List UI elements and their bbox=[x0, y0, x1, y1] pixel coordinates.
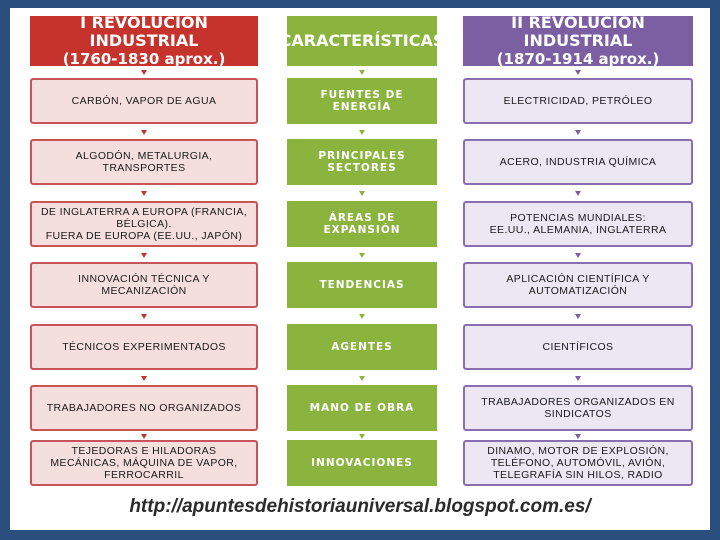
left-row-7-text: MECÁNICAS, MÁQUINA DE VAPOR, bbox=[50, 456, 238, 469]
characteristic-label: TENDENCIAS bbox=[319, 278, 405, 291]
right-row-7-text: TELEGRAFÍA SIN HILOS, RADIO bbox=[493, 469, 663, 482]
flow-arrow bbox=[575, 191, 581, 196]
right-row-1-text: ELECTRICIDAD, PETRÓLEO bbox=[503, 94, 653, 107]
right-row-5 bbox=[463, 324, 693, 370]
right-row-2-text: ACERO, INDUSTRIA QUÍMICA bbox=[499, 155, 657, 168]
left-row-1-text: CARBÓN, VAPOR DE AGUA bbox=[71, 94, 217, 107]
flow-arrow bbox=[141, 434, 147, 439]
right-row-6 bbox=[463, 385, 693, 431]
characteristic-4 bbox=[287, 262, 437, 308]
characteristic-6 bbox=[287, 385, 437, 431]
left-row-7-text: FERROCARRIL bbox=[104, 469, 184, 482]
right-row-7-text: DINAMO, MOTOR DE EXPLOSIÓN, bbox=[487, 444, 669, 457]
right-row-2 bbox=[463, 139, 693, 185]
flow-arrow bbox=[141, 130, 147, 135]
right-row-6-text: TRABAJADORES ORGANIZADOS EN bbox=[481, 395, 675, 408]
left-row-3-text: BÉLGICA). bbox=[116, 217, 172, 230]
right-row-3 bbox=[463, 201, 693, 247]
source-url: http://apuntesdehistoriauniversal.blogspot.com.es/ bbox=[129, 496, 591, 517]
left-row-2 bbox=[30, 139, 258, 185]
characteristic-label: AGENTES bbox=[331, 340, 393, 353]
flow-arrow bbox=[575, 314, 581, 319]
characteristic-7 bbox=[287, 440, 437, 486]
left-row-2-text: TRANSPORTES bbox=[102, 162, 186, 174]
flow-arrow bbox=[141, 314, 147, 319]
flow-arrow bbox=[359, 434, 365, 439]
flow-arrow bbox=[575, 70, 581, 75]
diagram-frame bbox=[10, 8, 710, 530]
second-revolution-period: (1870-1914 aprox.) bbox=[496, 49, 660, 68]
right-row-3-text: EE.UU., ALEMANIA, INGLATERRA bbox=[489, 224, 667, 236]
left-row-1 bbox=[30, 78, 258, 124]
left-row-5-text: TÉCNICOS EXPERIMENTADOS bbox=[62, 340, 226, 353]
second-revolution-header bbox=[463, 12, 693, 68]
flow-arrow bbox=[141, 253, 147, 258]
left-row-5 bbox=[30, 324, 258, 370]
first-revolution-title: I REVOLUCIÓN INDUSTRIAL bbox=[80, 12, 208, 51]
flow-arrow bbox=[575, 434, 581, 439]
left-row-3-text: FUERA DE EUROPA (EE.UU., JAPÓN) bbox=[45, 230, 243, 243]
left-row-4-text: MECANIZACIÓN bbox=[101, 285, 187, 297]
characteristic-label: INNOVACIONES bbox=[311, 456, 413, 469]
right-row-1 bbox=[463, 78, 693, 124]
characteristic-1 bbox=[287, 78, 437, 124]
flow-arrow bbox=[141, 70, 147, 75]
characteristic-label: ÁREAS DE EXPANSIÓN bbox=[323, 211, 401, 236]
flow-arrow bbox=[575, 376, 581, 381]
right-row-4-text: AUTOMATIZACIÓN bbox=[528, 285, 628, 297]
left-row-6-text: TRABAJADORES NO ORGANIZADOS bbox=[46, 401, 242, 414]
characteristic-2 bbox=[287, 139, 437, 185]
flow-arrow bbox=[359, 130, 365, 135]
characteristic-label: FUENTES DE ENERGÍA bbox=[320, 88, 404, 113]
characteristic-5 bbox=[287, 324, 437, 370]
characteristics-title: CARACTERÍSTICAS bbox=[279, 30, 445, 50]
flow-arrow bbox=[359, 70, 365, 75]
flow-arrow bbox=[359, 314, 365, 319]
right-row-7 bbox=[463, 440, 693, 486]
left-row-4 bbox=[30, 262, 258, 308]
right-row-4-text: APLICACIÓN CIENTÍFICA Y bbox=[506, 272, 650, 285]
right-row-4 bbox=[463, 262, 693, 308]
characteristic-label: MANO DE OBRA bbox=[309, 401, 415, 414]
flow-arrow bbox=[141, 376, 147, 381]
left-row-7-text: TEJEDORAS E HILADORAS bbox=[71, 444, 217, 457]
left-row-3 bbox=[30, 201, 258, 247]
second-revolution-title: II REVOLUCIÓN INDUSTRIAL bbox=[511, 12, 645, 51]
left-row-6 bbox=[30, 385, 258, 431]
left-row-3-text: DE INGLATERRA A EUROPA (FRANCIA, bbox=[40, 205, 248, 218]
right-row-6-text: SINDICATOS bbox=[544, 408, 612, 420]
flow-arrow bbox=[359, 191, 365, 196]
right-row-7-text: TELÉFONO, AUTOMÓVIL, AVIÓN, bbox=[490, 456, 666, 469]
flow-arrow bbox=[359, 253, 365, 258]
flow-arrow bbox=[575, 130, 581, 135]
flow-arrow bbox=[141, 191, 147, 196]
first-revolution-period: (1760-1830 aprox.) bbox=[62, 49, 226, 68]
characteristics-header bbox=[279, 16, 445, 66]
left-row-2-text: ALGODÓN, METALURGIA, bbox=[75, 149, 213, 162]
flow-arrow bbox=[359, 376, 365, 381]
left-row-7 bbox=[30, 440, 258, 486]
characteristic-label: PRINCIPALES SECTORES bbox=[318, 149, 406, 174]
left-row-4-text: INNOVACIÓN TÉCNICA Y bbox=[78, 272, 210, 285]
right-row-3-text: POTENCIAS MUNDIALES: bbox=[510, 211, 646, 224]
characteristic-3 bbox=[287, 201, 437, 247]
first-revolution-header bbox=[30, 12, 258, 68]
right-row-5-text: CIENTÍFICOS bbox=[542, 340, 614, 353]
flow-arrow bbox=[575, 253, 581, 258]
